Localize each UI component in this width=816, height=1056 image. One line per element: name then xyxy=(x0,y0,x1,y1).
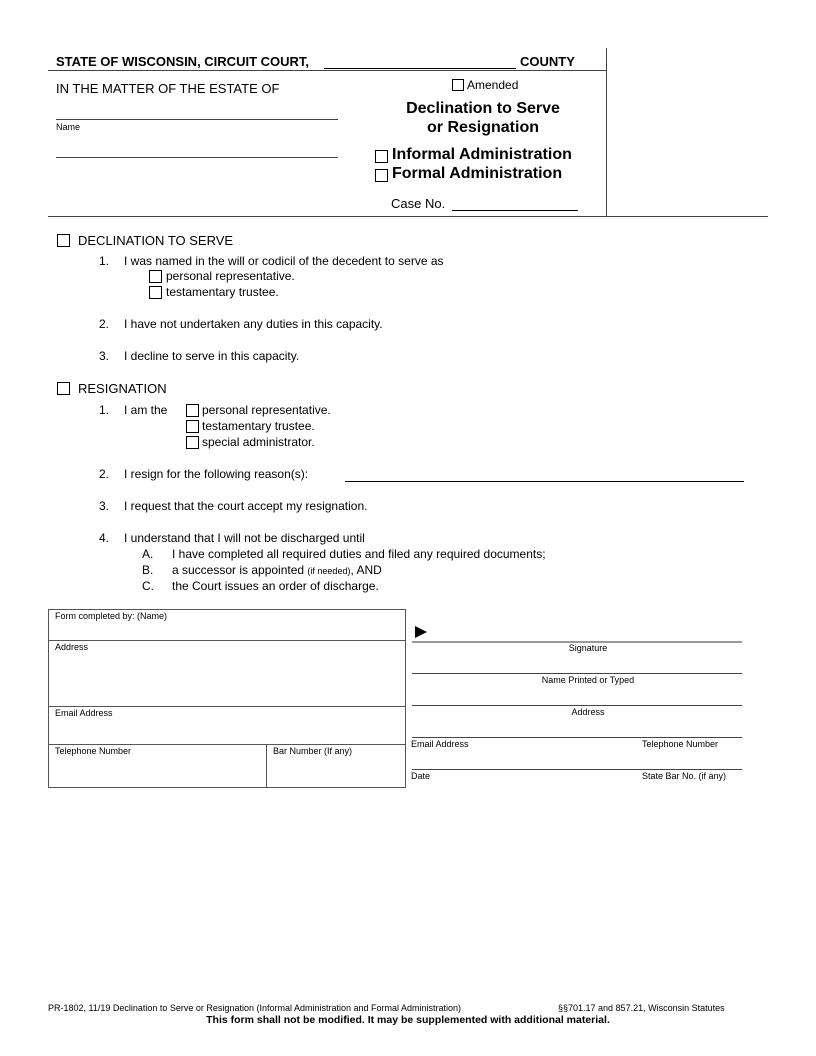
option-label: personal representative. xyxy=(202,403,331,417)
special-administrator-checkbox[interactable] xyxy=(186,436,199,449)
item-number: 1. xyxy=(99,254,110,268)
date-label: Date xyxy=(411,771,431,781)
subitem-letter: B. xyxy=(142,563,154,577)
email-label: Email Address xyxy=(411,739,469,749)
statutes: §§701.17 and 857.21, Wisconsin Statutes xyxy=(558,1003,725,1013)
estate-name-field-2[interactable] xyxy=(56,157,338,158)
form-title-line1: Declination to Serve xyxy=(406,100,560,117)
case-no-label: Case No. xyxy=(391,196,446,211)
amended-label: Amended xyxy=(467,78,519,92)
resignation-item-1: I am the xyxy=(124,403,168,417)
header-divider xyxy=(606,48,607,216)
field-label: Form completed by: (Name) xyxy=(55,611,168,621)
address-label: Address xyxy=(571,707,605,717)
testamentary-trustee-checkbox[interactable] xyxy=(186,420,199,433)
declination-item-3: I decline to serve in this capacity. xyxy=(124,349,300,363)
telephone-label: Telephone Number xyxy=(642,739,719,749)
resignation-item-2: I resign for the following reason(s): xyxy=(124,467,309,481)
resignation-item-4: I understand that I will not be discharged until xyxy=(124,531,365,545)
declination-heading: DECLINATION TO SERVE xyxy=(78,233,234,248)
declination-checkbox[interactable] xyxy=(57,234,70,247)
form-id: PR-1802, 11/19 Declination to Serve or Resignation (Informal Administration and Formal Administration) xyxy=(48,1003,462,1013)
reasons-field[interactable] xyxy=(345,481,744,482)
signature-arrow-icon xyxy=(415,626,427,638)
resignation-checkbox[interactable] xyxy=(57,382,70,395)
subitem-b-text: a successor is appointed xyxy=(172,563,305,577)
form-title-line2: or Resignation xyxy=(426,119,540,136)
estate-name-field[interactable] xyxy=(56,119,338,120)
modification-notice: This form shall not be modified. It may be supplemented with additional material. xyxy=(206,1014,610,1026)
field-label: Email Address xyxy=(55,708,113,718)
completed-by-bar-field[interactable] xyxy=(266,744,406,788)
option-label: special administrator. xyxy=(202,435,315,449)
header-rule xyxy=(48,70,606,71)
matter-label: IN THE MATTER OF THE ESTATE OF xyxy=(56,81,280,96)
completed-by-telephone-field[interactable] xyxy=(48,744,267,788)
subitem-letter: A. xyxy=(142,547,154,561)
field-label: Address xyxy=(55,642,89,652)
name-printed-field[interactable] xyxy=(412,673,742,674)
resignation-item-3: I request that the court accept my resignation. xyxy=(124,499,368,513)
address-field[interactable] xyxy=(412,705,742,706)
email-telephone-field[interactable] xyxy=(412,737,742,738)
item-number: 4. xyxy=(99,531,110,545)
completed-by-email-field[interactable] xyxy=(48,706,406,745)
subitem-c: the Court issues an order of discharge. xyxy=(172,579,379,593)
field-label: Bar Number (If any) xyxy=(273,746,353,756)
case-no-field[interactable] xyxy=(452,210,578,211)
formal-label: Formal Administration xyxy=(392,165,563,182)
item-number: 1. xyxy=(99,403,110,417)
header-bottom-rule xyxy=(48,216,768,217)
resignation-heading: RESIGNATION xyxy=(78,381,167,396)
formal-checkbox[interactable] xyxy=(375,169,388,182)
name-printed-label: Name Printed or Typed xyxy=(541,675,635,685)
subitem-b xyxy=(172,564,382,576)
subitem-b-note: (if needed) xyxy=(307,566,351,576)
item-number: 2. xyxy=(99,467,110,481)
personal-representative-checkbox[interactable] xyxy=(149,270,162,283)
county-label: COUNTY xyxy=(520,54,575,69)
personal-representative-checkbox[interactable] xyxy=(186,404,199,417)
completed-by-name-field[interactable] xyxy=(48,609,406,641)
subitem-b-tail: , AND xyxy=(350,563,382,577)
subitem-a: I have completed all required duties and filed any required documents; xyxy=(172,547,546,561)
county-field[interactable] xyxy=(324,68,516,69)
name-label: Name xyxy=(56,122,81,132)
item-number: 3. xyxy=(99,499,110,513)
item-number: 2. xyxy=(99,317,110,331)
informal-checkbox[interactable] xyxy=(375,150,388,163)
subitem-letter: C. xyxy=(142,579,154,593)
state-bar-label: State Bar No. (if any) xyxy=(642,771,727,781)
field-label: Telephone Number xyxy=(55,746,132,756)
item-number: 3. xyxy=(99,349,110,363)
date-bar-field[interactable] xyxy=(412,769,742,770)
court-label: STATE OF WISCONSIN, CIRCUIT COURT, xyxy=(56,54,310,69)
testamentary-trustee-checkbox[interactable] xyxy=(149,286,162,299)
option-label: personal representative. xyxy=(166,269,295,283)
declination-item-2: I have not undertaken any duties in this capacity. xyxy=(124,317,383,331)
amended-checkbox[interactable] xyxy=(452,79,464,91)
informal-label: Informal Administration xyxy=(392,146,572,163)
signature-label: Signature xyxy=(568,643,608,653)
option-label: testamentary trustee. xyxy=(202,419,315,433)
option-label: testamentary trustee. xyxy=(166,285,279,299)
declination-item-1: I was named in the will or codicil of the decedent to serve as xyxy=(124,254,444,268)
completed-by-address-field[interactable] xyxy=(48,640,406,707)
